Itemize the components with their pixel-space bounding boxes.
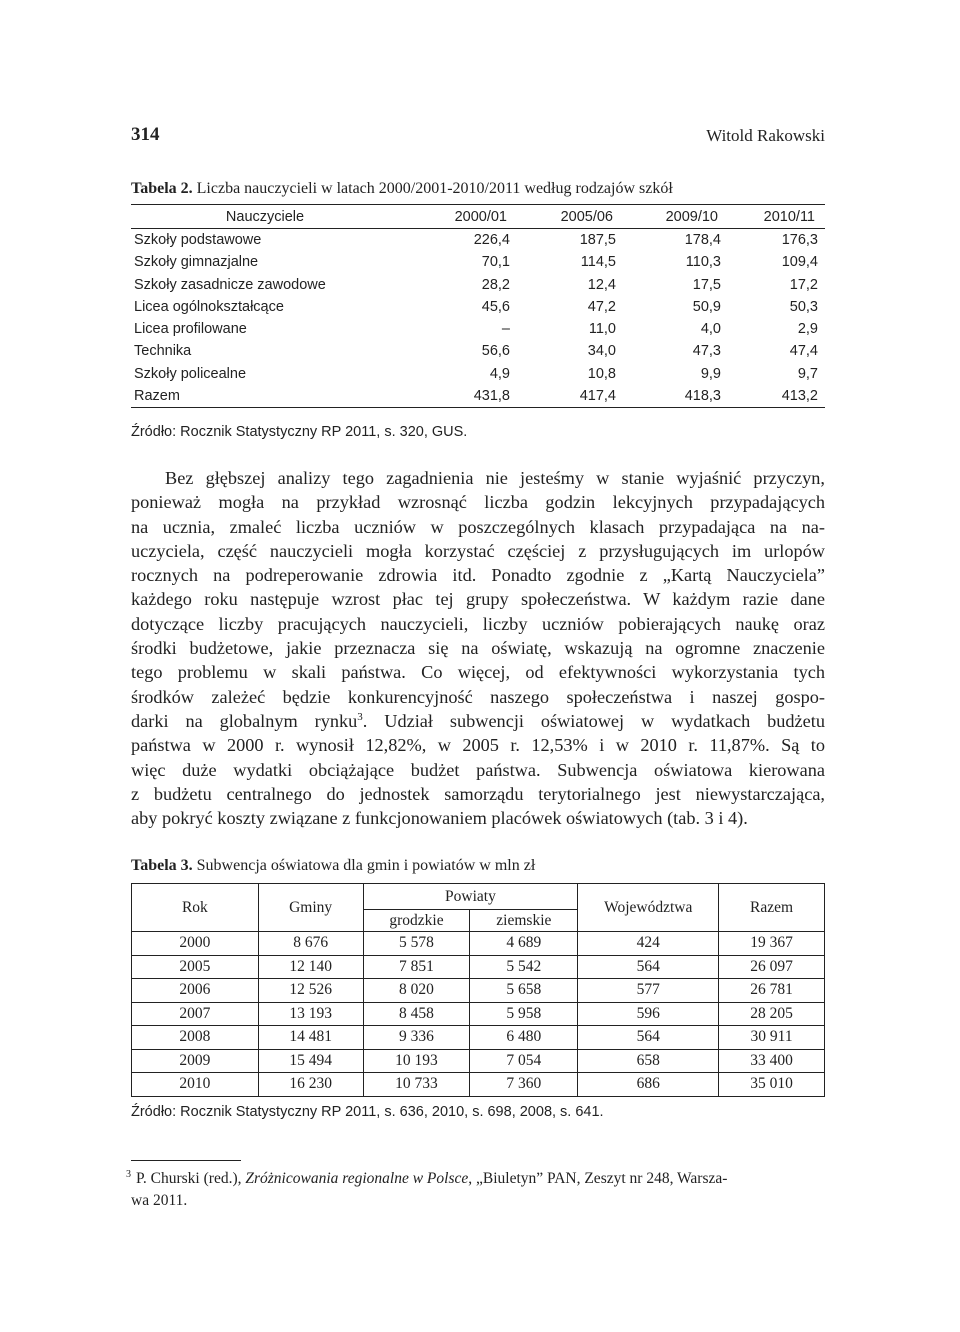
table3-year-cell: 2000 <box>132 932 259 956</box>
table3-cell: 564 <box>578 1026 719 1050</box>
table3-cell: 5 578 <box>363 932 470 956</box>
table2-cell: 417,4 <box>579 388 616 405</box>
table2-cell: 47,2 <box>587 298 616 315</box>
table2 <box>131 204 825 408</box>
table2-cell: 4,9 <box>489 365 510 382</box>
table3-year-cell: 2007 <box>132 1002 259 1026</box>
footnote-line-2: wa 2011. <box>131 1192 188 1209</box>
table2-cell: 4,0 <box>700 321 721 338</box>
table3-cell: 10 193 <box>363 1049 470 1073</box>
footnote-divider <box>131 1160 241 1161</box>
table2-cell: 178,4 <box>684 232 721 248</box>
table-row <box>131 274 825 296</box>
table2-column-header: 2005/06 <box>560 209 613 225</box>
table3-cell: 658 <box>578 1049 719 1073</box>
table3-cell: 28 205 <box>719 1002 825 1026</box>
table3-header-razem: Razem <box>719 884 825 932</box>
paragraph-line-text: . Udział subwencji oświatowej w wydatkach budżetu <box>362 710 825 731</box>
table-row <box>131 296 825 318</box>
table2-caption <box>131 180 673 198</box>
paragraph-line-text: darki na globalnym rynku <box>131 710 358 731</box>
table3-cell: 9 336 <box>363 1026 470 1050</box>
table3-year-cell: 2009 <box>132 1049 259 1073</box>
table3-cell: 35 010 <box>719 1073 825 1097</box>
table3-cell: 5 658 <box>470 979 578 1003</box>
table2-cell: 226,4 <box>473 232 510 248</box>
table3-cell: 19 367 <box>719 932 825 956</box>
table2-cell: 12,4 <box>587 276 616 293</box>
body-paragraph <box>131 466 825 830</box>
table2-cell: 17,5 <box>692 276 721 293</box>
table2-column-header: Nauczyciele <box>225 209 305 225</box>
table2-row-label: Szkoły gimnazjalne <box>134 254 259 271</box>
table3-cell: 5 958 <box>470 1002 578 1026</box>
table3-cell: 7 054 <box>470 1049 578 1073</box>
paragraph-line: uczyciela, część nauczycieli mogła korzystać częściej z przysługujących im urlopów <box>131 540 825 561</box>
footnote-publisher: , „Biuletyn” PAN, Zeszyt nr 248, Warsza- <box>468 1170 728 1187</box>
table-row <box>132 979 825 1003</box>
table2-cell: 56,6 <box>481 343 510 360</box>
table3-cell: 686 <box>578 1073 719 1097</box>
table2-cell: – <box>501 321 510 338</box>
table3-header-wojewodztwa: Województwa <box>578 884 719 932</box>
table2-row-label: Licea ogólnokształcące <box>134 298 284 315</box>
table-row <box>131 363 825 385</box>
table3-cell: 26 097 <box>719 955 825 979</box>
table3-cell: 26 781 <box>719 979 825 1003</box>
table2-cell: 176,3 <box>781 232 818 248</box>
table-row <box>132 955 825 979</box>
table3-cell: 8 458 <box>363 1002 470 1026</box>
table3-cell: 596 <box>578 1002 719 1026</box>
table2-source: Źródło: Rocznik Statystyczny RP 2011, s. 320, GUS. <box>131 424 468 440</box>
table2-cell: 2,9 <box>797 321 818 338</box>
table3-cell: 16 230 <box>258 1073 363 1097</box>
table3-cell: 577 <box>578 979 719 1003</box>
table2-cell: 47,3 <box>692 343 721 360</box>
table2-cell: 11,0 <box>588 321 616 338</box>
table2-caption-label: Tabela 2. <box>131 180 193 197</box>
table-row <box>132 1049 825 1073</box>
table2-cell: 50,3 <box>789 298 818 315</box>
table2-column-header: 2000/01 <box>454 209 507 225</box>
table3-year-cell: 2010 <box>132 1073 259 1097</box>
footnote <box>126 1168 825 1212</box>
paragraph-line: Bez głębszej analizy tego zagadnienia nie jesteśmy w stanie wyjaśnić przyczyn, <box>165 468 825 488</box>
table2-cell: 413,2 <box>781 388 818 405</box>
table2-cell: 70,1 <box>481 254 510 271</box>
table-row <box>132 1002 825 1026</box>
table3-cell: 14 481 <box>258 1026 363 1050</box>
table2-row-label: Licea profilowane <box>134 321 247 338</box>
table-row <box>131 251 825 273</box>
table3-caption-text: Subwencja oświatowa dla gmin i powiatów w mln zł <box>192 857 536 874</box>
table2-cell: 47,4 <box>789 343 818 360</box>
table3-caption <box>131 857 535 875</box>
table2-row-label: Szkoły policealne <box>134 365 247 382</box>
table3-cell: 4 689 <box>470 932 578 956</box>
table2-cell: 10,8 <box>587 365 616 382</box>
table2-cell: 9,7 <box>797 365 818 382</box>
paragraph-line: środki budżetowe, jakie przeznacza się na oświatę, wskazują na ogromne znaczenie <box>131 638 825 659</box>
table2-cell: 28,2 <box>481 276 510 293</box>
table3-cell: 33 400 <box>719 1049 825 1073</box>
paragraph-line: środków zależeć będzie konkurencyjność naszego społeczeństwa i naszej gospo- <box>131 686 825 707</box>
table3-cell: 12 526 <box>258 979 363 1003</box>
footnote-mark: 3 <box>126 1169 131 1180</box>
table2-cell: 9,9 <box>700 365 721 382</box>
table3-cell: 7 360 <box>470 1073 578 1097</box>
running-head: Witold Rakowski <box>706 126 825 145</box>
table3-cell: 564 <box>578 955 719 979</box>
paragraph-line: na ucznia, zmaleć liczba uczniów w poszczególnych klasach przypadająca na na- <box>131 516 825 537</box>
paragraph-line: dotyczące liczby pracujących nauczycieli, liczby uczniów pobierających naukę oraz <box>131 613 825 634</box>
table3-cell: 8 676 <box>258 932 363 956</box>
table2-row-label: Szkoły zasadnicze zawodowe <box>134 276 326 293</box>
table-row <box>131 229 825 251</box>
table2-cell: 114,5 <box>580 254 616 271</box>
table2-row-label: Razem <box>134 388 180 405</box>
paragraph-line: państwa w 2000 r. wynosił 12,82%, w 2005 r. 12,53% i w 2010 r. 11,87%. Są to <box>131 735 825 756</box>
table3-cell: 5 542 <box>470 955 578 979</box>
table3-header-rok: Rok <box>132 884 259 932</box>
paragraph-line: więc duże wydatki obciążające budżet państwa. Subwencja oświatowa kierowana <box>131 759 825 780</box>
table3-cell: 6 480 <box>470 1026 578 1050</box>
table2-cell: 418,3 <box>684 388 721 405</box>
table2-cell: 431,8 <box>473 388 510 405</box>
table3-header-powiaty: Powiaty <box>363 884 578 910</box>
table3-header-gminy: Gminy <box>258 884 363 932</box>
table3-year-cell: 2005 <box>132 955 259 979</box>
table2-cell: 50,9 <box>692 298 721 315</box>
page-number: 314 <box>131 124 160 145</box>
footnote-title: Zróżnicowania regionalne w Polsce <box>245 1170 469 1187</box>
table3-header-ziemskie: ziemskie <box>470 910 578 932</box>
table3-year-cell: 2008 <box>132 1026 259 1050</box>
table2-row-label: Technika <box>134 343 192 360</box>
table-row <box>132 932 825 956</box>
table3-cell: 30 911 <box>719 1026 825 1050</box>
paragraph-line: z budżetu centralnego do jednostek samorządu terytorialnego jest niewystarczająca, <box>131 783 825 804</box>
table3-cell: 13 193 <box>258 1002 363 1026</box>
table3-cell: 15 494 <box>258 1049 363 1073</box>
table3-cell: 12 140 <box>258 955 363 979</box>
paragraph-line: każdego roku następuje wzrost płac tej grupy społeczeństwa. W każdym razie dane <box>131 589 825 610</box>
table2-cell: 34,0 <box>587 343 616 360</box>
footnote-reference[interactable]: 3 <box>357 710 363 723</box>
page-header <box>131 124 825 152</box>
footnote-author: P. Churski (red.), <box>136 1170 246 1187</box>
table3-cell: 8 020 <box>363 979 470 1003</box>
table3-source: Źródło: Rocznik Statystyczny RP 2011, s. 636, 2010, s. 698, 2008, s. 641. <box>131 1104 604 1120</box>
table-row <box>131 340 825 362</box>
table2-cell: 17,2 <box>789 276 818 293</box>
table2-row-label: Szkoły podstawowe <box>134 232 262 248</box>
table3-cell: 7 851 <box>363 955 470 979</box>
table2-column-header: 2010/11 <box>763 209 815 225</box>
paragraph-line: rocznych na podreperowanie zdrowia itd. Ponadto zgodnie z „Kartą Nauczyciela” <box>131 565 825 586</box>
footnote-line-1 <box>85 1168 825 1190</box>
paragraph-line: ponieważ mogła na przykład wzrosnąć liczba godzin lekcyjnych przypadających <box>131 492 825 513</box>
table-row <box>131 318 825 340</box>
table3-header-grodzkie: grodzkie <box>363 910 470 932</box>
table-row <box>132 1073 825 1097</box>
paragraph-line: tego problemu w skali państwa. Co więcej, od efektywności wykorzystania tych <box>131 662 825 683</box>
table-row <box>131 385 825 407</box>
table2-header-row <box>131 205 825 229</box>
table-row <box>132 1026 825 1050</box>
table2-cell: 187,5 <box>579 232 616 248</box>
paragraph-line <box>131 709 825 733</box>
table3-caption-label: Tabela 3. <box>131 857 193 874</box>
table2-caption-text: Liczba nauczycieli w latach 2000/2001-2010/2011 według rodzajów szkół <box>192 180 673 197</box>
table2-cell: 109,4 <box>781 254 818 271</box>
table3-cell: 424 <box>578 932 719 956</box>
table2-column-header: 2009/10 <box>665 209 718 225</box>
table3-cell: 10 733 <box>363 1073 470 1097</box>
paragraph-line: aby pokryć koszty związane z funkcjonowaniem placówek oświatowych (tab. 3 i 4). <box>131 808 748 829</box>
table2-cell: 110,3 <box>685 254 721 271</box>
table3 <box>131 883 825 1097</box>
table3-year-cell: 2006 <box>132 979 259 1003</box>
table2-cell: 45,6 <box>481 298 510 315</box>
